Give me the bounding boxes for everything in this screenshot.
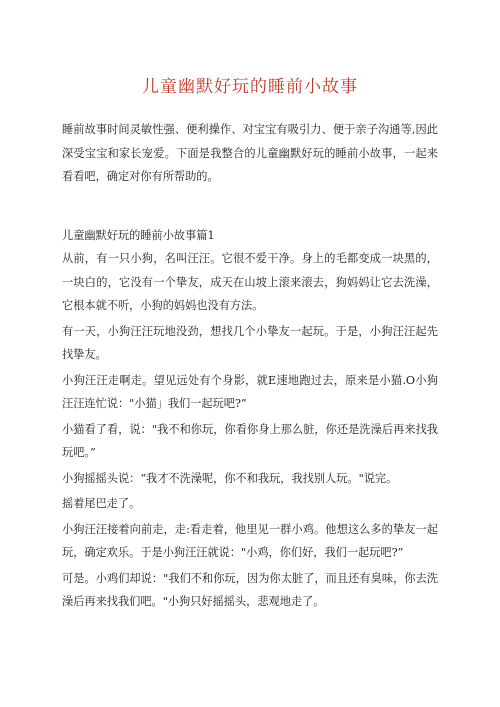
story-paragraph: 小狗汪汪接着向前走，走:看走着，他里见一群小鸡。他想这么多的挚友一起玩，确定欢乐。于是小狗汪汪就说："小鸡，你们好，我们一起玩吧?” xyxy=(62,522,438,559)
story-paragraph: 小狗汪汪走啊走。望见远处有个身影，就E速地跑过去，原来是小猫.O小狗汪汪连忙说："小猫」我们一起玩吧?” xyxy=(62,373,438,410)
story-paragraph: 小猫看了看，说："我不和你玩，你看你身上那么脏，你还是洗澡后再来找我玩吧。” xyxy=(62,422,438,459)
story-paragraph: 有一天，小狗汪汪玩地没劲，想找几个小挚友一起玩。于是，小狗汪汪起先找挚友。 xyxy=(62,324,438,361)
section-title: 儿童幽默好玩的睡前小故事篇1 xyxy=(62,228,215,242)
story-paragraph: 从前，有一只小狗，名叫汪汪。它很不爱干净。身上的毛都变成一块黑的，一块白的，它没有一个挚友，成天在山坡上滚来滚去，狗妈妈让它去洗澡，它根本就不听，小狗的妈妈也没有方法。 xyxy=(62,252,438,312)
document-title: 儿童幽默好玩的睡前小故事 xyxy=(142,77,358,97)
story-paragraph: 可是。小鸡们却说："我们不和你玩，因为你太脏了，而且还有臭味，你去洗澡后再来找我们吧。"小狗只好摇摇头，悲观地走了。 xyxy=(62,571,438,608)
story-paragraph: 小狗摇摇头说：“我才不洗澡呢，你不和我玩，我找别人玩。"说完。 xyxy=(62,471,398,485)
intro-paragraph: 睡前故事时间灵敏性强、便利操作、对宝宝有吸引力、便于亲子沟通等,因此深受宝宝和家长宠爱。下面是我整合的儿童幽默好玩的睡前小故事，一起来看看吧，确定对你有所帮助的。 xyxy=(62,123,438,183)
story-paragraph: 摇着尾巴走了。 xyxy=(62,497,141,510)
